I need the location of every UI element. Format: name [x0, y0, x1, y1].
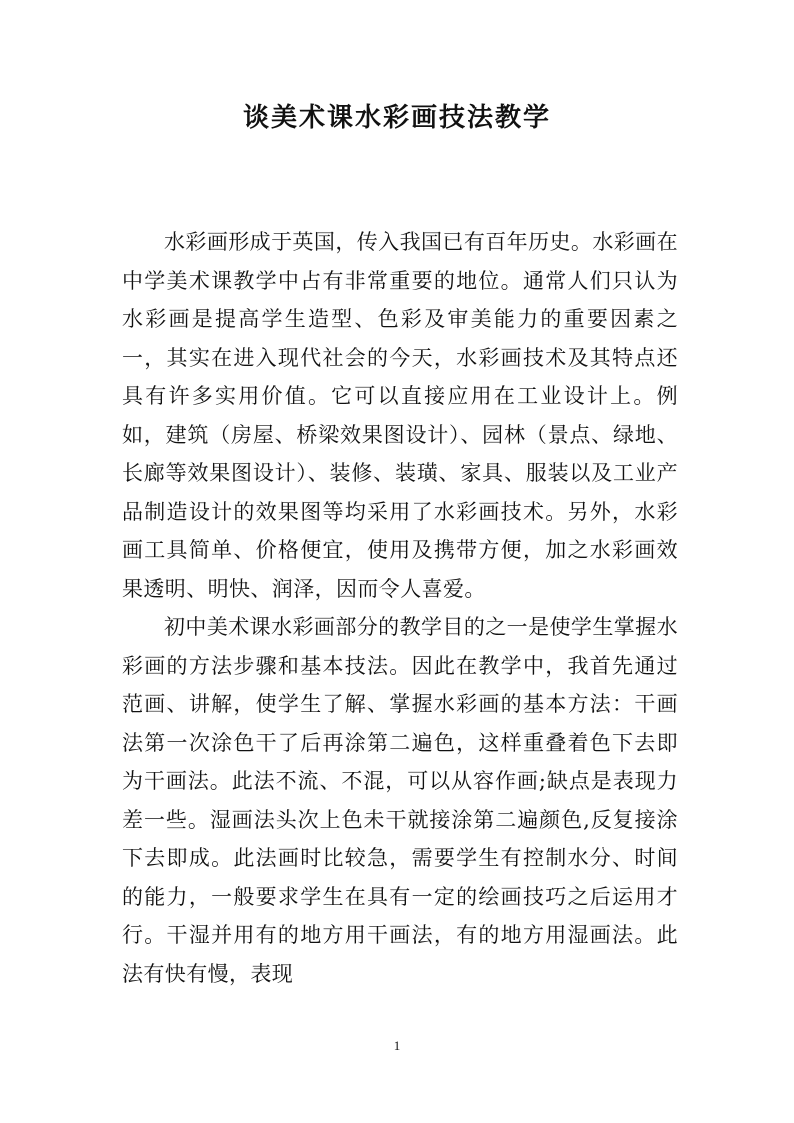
page-number: 1	[393, 1038, 401, 1053]
paragraph-1: 水彩画形成于英国，传入我国已有百年历史。水彩画在中学美术课教学中占有非常重要的地位。通常人们只认为水彩画是提高学生造型、色彩及审美能力的重要因素之一，其实在进入现代社会的今天，水彩画技术及其特点还具有许多实用价值。它可以直接应用在工业设计上。例如，建筑（房屋、桥梁效果图设计）、园林（景点、绿地、长廊等效果图设计）、装修、装璜、家具、服装以及工业产品制造设计的效果图等均采用了水彩画技术。另外，水彩画工具简单、价格便宜，使用及携带方便，加之水彩画效果透明、明快、润泽，因而令人喜爱。	[122, 230, 678, 601]
document-title: 谈美术课水彩画技法教学	[242, 103, 551, 133]
document-body	[122, 223, 678, 993]
paragraph-2: 初中美术课水彩画部分的教学目的之一是使学生掌握水彩画的方法步骤和基本技法。因此在教学中，我首先通过范画、讲解，使学生了解、掌握水彩画的基本方法：干画法第一次涂色干了后再涂第二遍色，这样重叠着色下去即为干画法。此法不流、不混，可以从容作画;缺点是表现力差一些。湿画法头次上色未干就接涂第二遍颜色,反复接涂下去即成。此法画时比较急，需要学生有控制水分、时间的能力，一般要求学生在具有一定的绘画技巧之后运用才行。干湿并用有的地方用干画法，有的地方用湿画法。此法有快有慢，表现	[122, 615, 678, 986]
